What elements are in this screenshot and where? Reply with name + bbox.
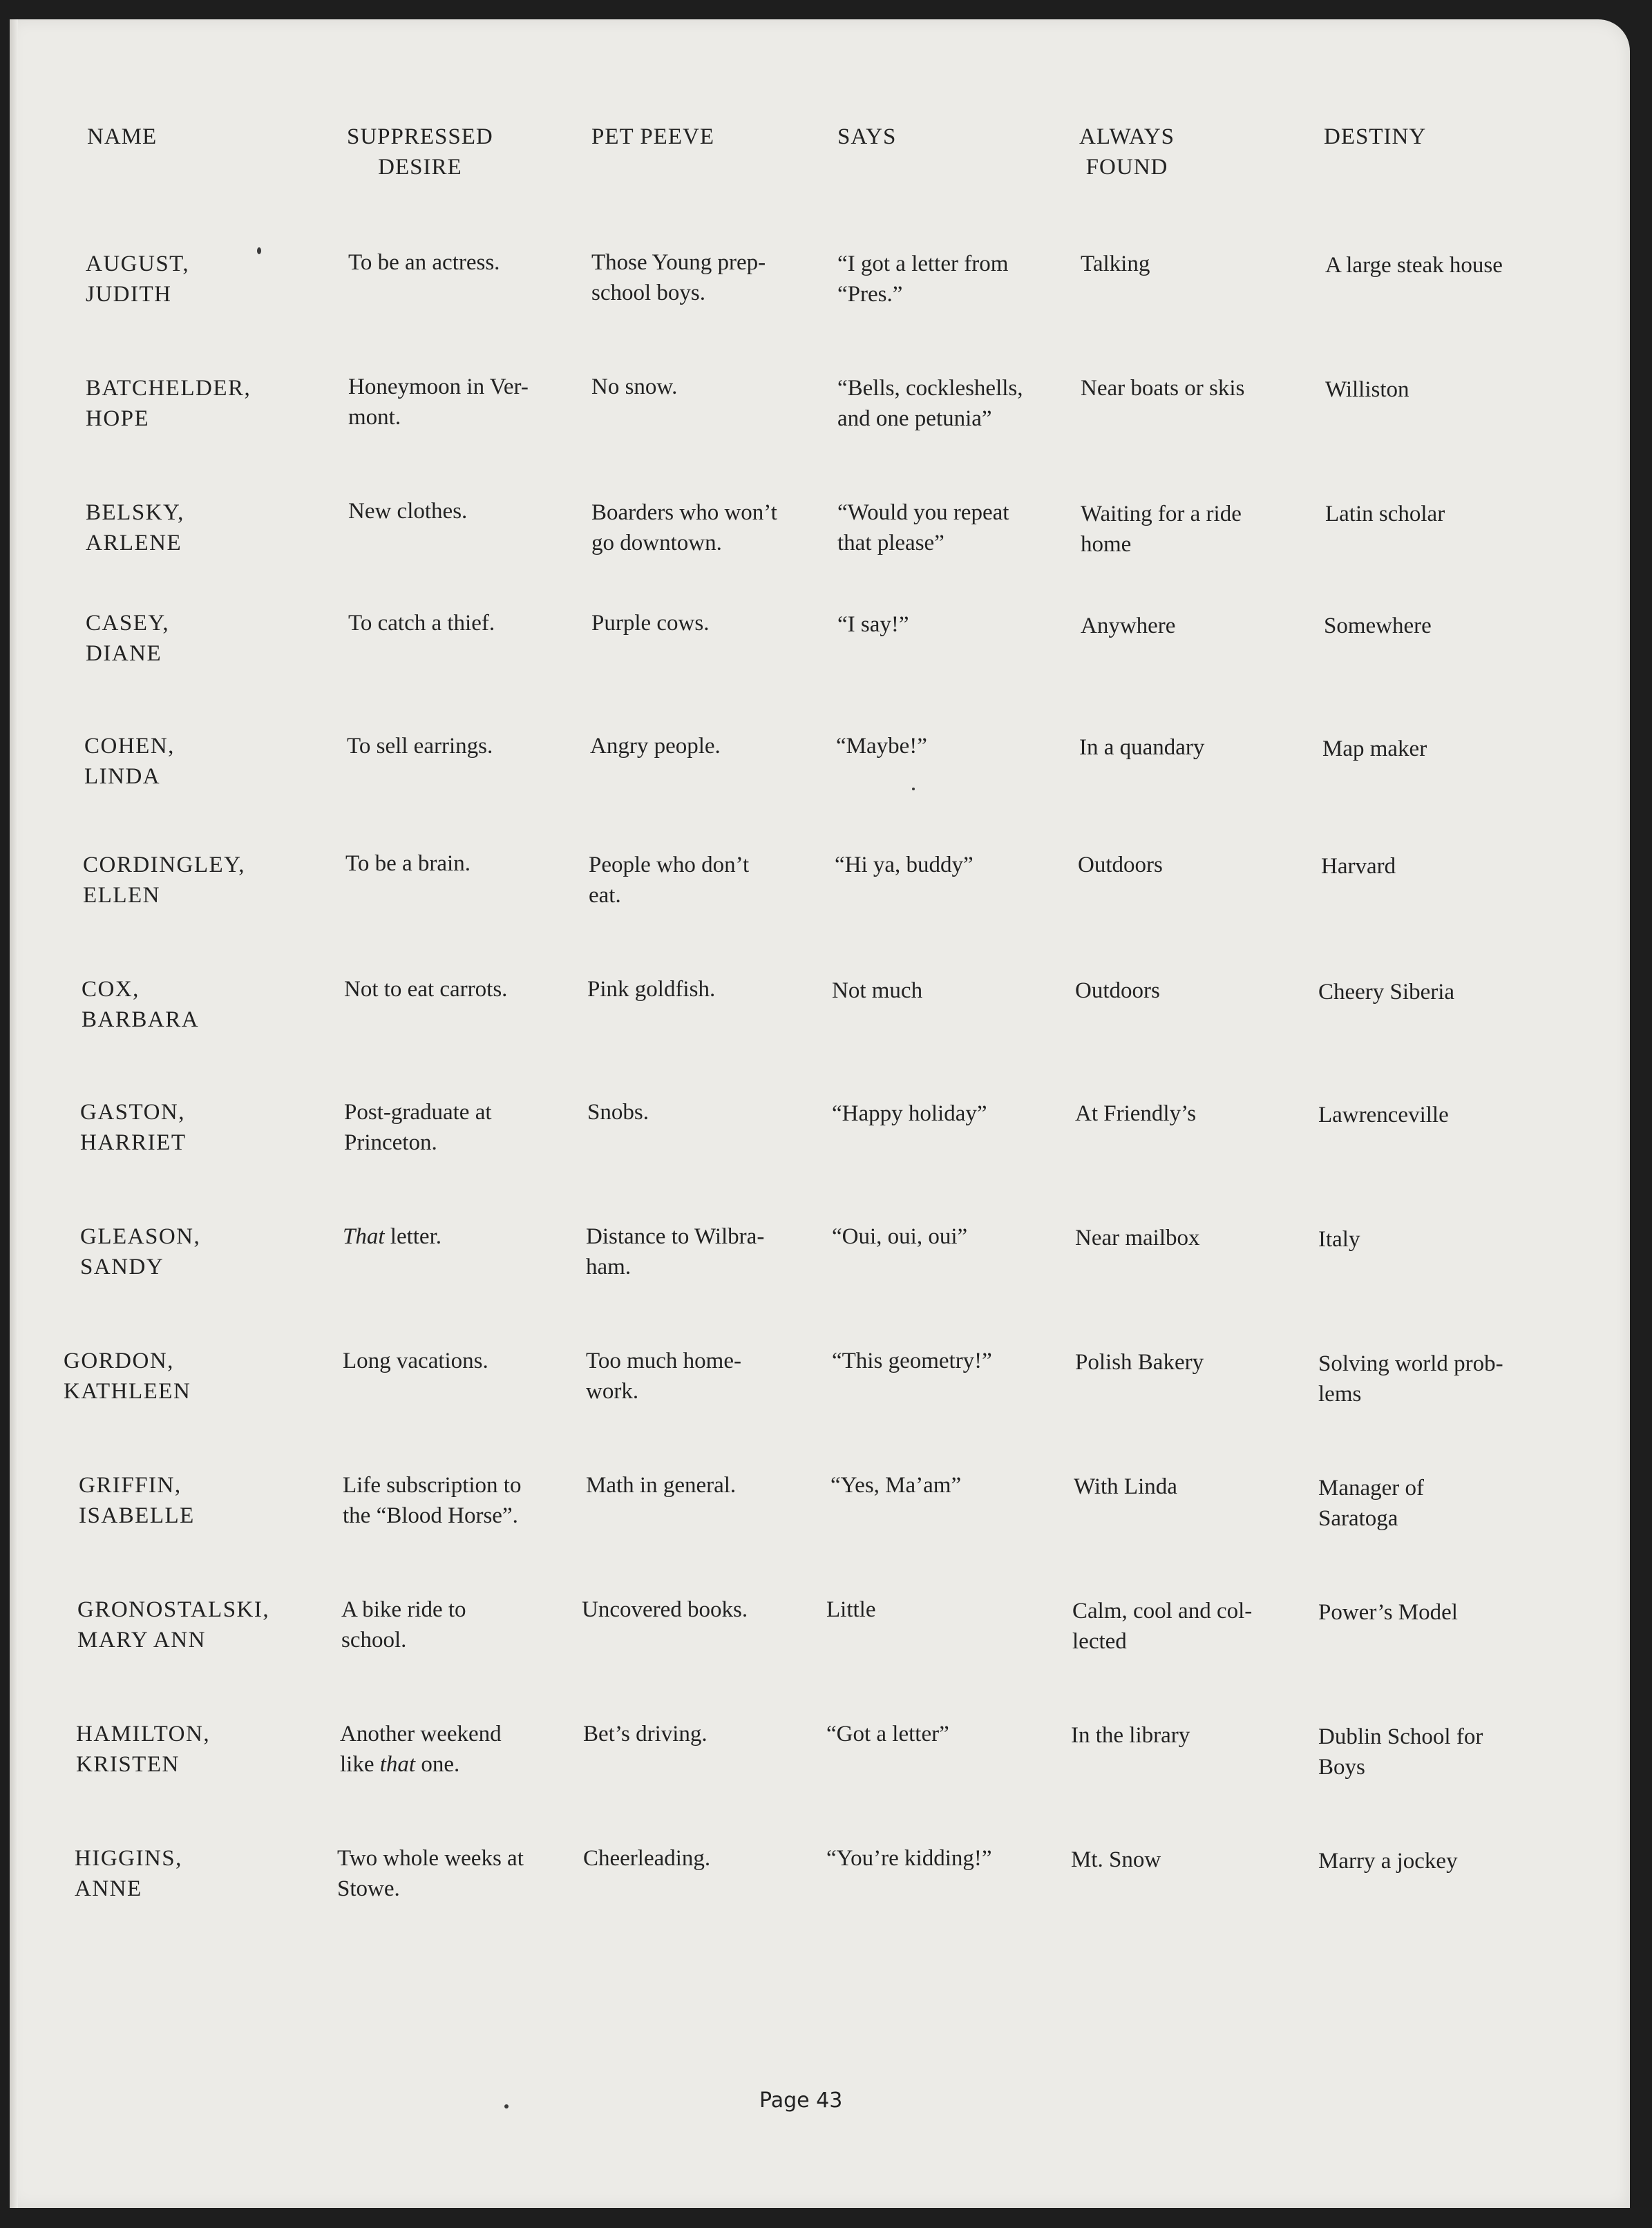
row-griffin-destiny: Manager of Saratoga: [1318, 1476, 1425, 1531]
row-batchelder-found: Near boats or skis: [1081, 376, 1245, 401]
row-higgins-found: Mt. Snow: [1071, 1847, 1161, 1872]
row-hamilton-says: “Got a letter”: [826, 1722, 949, 1746]
row-cox-name: COX, BARBARA: [82, 977, 200, 1032]
row-cordingley-destiny: Harvard: [1321, 854, 1396, 879]
page-spine: [10, 19, 18, 2208]
row-gleason-desire: That letter.: [343, 1224, 442, 1249]
row-cordingley-found: Outdoors: [1078, 853, 1163, 877]
row-cox-destiny: Cheery Siberia: [1318, 980, 1455, 1004]
row-higgins-peeve: Cheerleading.: [583, 1846, 711, 1871]
row-august-peeve: Those Young prep- school boys.: [591, 250, 766, 305]
row-gronostalski-desire: A bike ride to school.: [341, 1597, 466, 1653]
row-casey-says: “I say!”: [837, 612, 909, 637]
row-higgins-destiny: Marry a jockey: [1318, 1849, 1458, 1874]
row-gaston-found: At Friendly’s: [1075, 1101, 1197, 1126]
scan-speck: [257, 247, 261, 254]
row-gordon-says: “This geometry!”: [832, 1349, 992, 1373]
row-cox-found: Outdoors: [1075, 978, 1160, 1003]
row-hamilton-found: In the library: [1071, 1723, 1190, 1748]
row-belsky-says: “Would you repeat that please”: [837, 500, 1009, 555]
row-gleason-name: GLEASON, SANDY: [80, 1224, 201, 1279]
row-casey-name: CASEY, DIANE: [86, 611, 170, 666]
row-gaston-says: “Happy holiday”: [832, 1101, 987, 1126]
row-griffin-found: With Linda: [1074, 1474, 1177, 1499]
row-belsky-destiny: Latin scholar: [1325, 502, 1445, 526]
row-hamilton-name: HAMILTON, KRISTEN: [76, 1722, 211, 1777]
row-cox-desire: Not to eat carrots.: [344, 977, 508, 1002]
row-cordingley-name: CORDINGLEY, ELLEN: [83, 853, 245, 908]
row-gronostalski-name: GRONOSTALSKI, MARY ANN: [77, 1597, 270, 1653]
row-belsky-name: BELSKY, ARLENE: [86, 500, 184, 555]
row-belsky-found: Waiting for a ride home: [1081, 502, 1242, 557]
row-batchelder-peeve: No snow.: [591, 374, 678, 399]
header-pet-peeve: PET PEEVE: [591, 124, 714, 149]
row-batchelder-destiny: Williston: [1325, 377, 1409, 402]
row-cox-peeve: Pink goldfish.: [587, 977, 716, 1002]
row-gronostalski-says: Little: [826, 1597, 876, 1622]
row-griffin-desire: Life subscription to the “Blood Horse”.: [343, 1473, 522, 1528]
row-gleason-peeve: Distance to Wilbra- ham.: [586, 1224, 765, 1279]
row-cohen-peeve: Angry people.: [590, 734, 721, 759]
row-gleason-destiny: Italy: [1318, 1227, 1360, 1252]
row-griffin-says: “Yes, Ma’am”: [830, 1473, 962, 1498]
row-cohen-found: In a quandary: [1079, 735, 1205, 760]
row-cohen-name: COHEN, LINDA: [84, 734, 175, 789]
row-gordon-peeve: Too much home- work.: [586, 1349, 741, 1404]
row-casey-peeve: Purple cows.: [591, 611, 710, 636]
row-casey-desire: To catch a thief.: [348, 611, 495, 636]
row-griffin-name: GRIFFIN, ISABELLE: [79, 1473, 195, 1528]
row-gronostalski-destiny: Power’s Model: [1318, 1600, 1458, 1625]
row-cohen-destiny: Map maker: [1322, 736, 1427, 761]
row-batchelder-desire: Honeymoon in Ver- mont.: [348, 374, 529, 430]
row-gronostalski-peeve: Uncovered books.: [582, 1597, 748, 1622]
row-gronostalski-found: Calm, cool and col- lected: [1072, 1599, 1253, 1654]
row-gleason-says: “Oui, oui, oui”: [832, 1224, 968, 1249]
row-higgins-desire: Two whole weeks at Stowe.: [337, 1846, 524, 1901]
row-gaston-peeve: Snobs.: [587, 1100, 649, 1125]
row-batchelder-says: “Bells, cockleshells, and one petunia”: [837, 376, 1023, 431]
row-cordingley-desire: To be a brain.: [345, 851, 471, 876]
row-august-name: AUGUST, JUDITH: [86, 251, 190, 307]
row-august-desire: To be an actress.: [348, 250, 500, 275]
row-casey-found: Anywhere: [1081, 613, 1176, 638]
header-name: NAME: [87, 124, 158, 149]
row-belsky-desire: New clothes.: [348, 499, 468, 524]
row-gaston-destiny: Lawrenceville: [1318, 1103, 1449, 1127]
row-gleason-found: Near mailbox: [1075, 1226, 1200, 1250]
row-higgins-says: “You’re kidding!”: [826, 1846, 992, 1871]
row-hamilton-destiny: Dublin School for Boys: [1318, 1724, 1483, 1780]
header-says: SAYS: [837, 124, 897, 149]
row-batchelder-name: BATCHELDER, HOPE: [86, 376, 251, 431]
row-gaston-name: GASTON, HARRIET: [80, 1100, 187, 1155]
row-gordon-destiny: Solving world prob- lems: [1318, 1351, 1503, 1407]
row-august-says: “I got a letter from “Pres.”: [837, 251, 1009, 307]
row-gordon-name: GORDON, KATHLEEN: [64, 1349, 191, 1404]
row-gordon-desire: Long vacations.: [343, 1349, 488, 1373]
row-cordingley-peeve: People who don’t eat.: [589, 853, 750, 908]
row-griffin-peeve: Math in general.: [586, 1473, 737, 1498]
row-cox-says: Not much: [832, 978, 923, 1003]
row-cohen-says: “Maybe!”: [836, 734, 927, 759]
row-hamilton-desire: Another weekend like that one.: [340, 1722, 502, 1777]
row-higgins-name: HIGGINS, ANNE: [75, 1846, 182, 1901]
row-gordon-found: Polish Bakery: [1075, 1350, 1204, 1375]
header-always-found: ALWAYS FOUND: [1079, 124, 1175, 180]
yearbook-page: [10, 19, 1630, 2208]
row-gaston-desire: Post-graduate at Princeton.: [344, 1100, 492, 1155]
row-cordingley-says: “Hi ya, buddy”: [835, 853, 974, 877]
row-august-destiny: A large steak house: [1325, 253, 1503, 278]
header-suppressed-desire: SUPPRESSED DESIRE: [347, 124, 493, 180]
scan-speck: [912, 788, 915, 790]
row-casey-destiny: Somewhere: [1324, 613, 1432, 638]
row-belsky-peeve: Boarders who won’t go downtown.: [591, 500, 777, 555]
header-destiny: DESTINY: [1324, 124, 1427, 149]
scan-speck: [504, 2104, 509, 2108]
row-august-found: Talking: [1081, 251, 1150, 276]
row-cohen-desire: To sell earrings.: [347, 734, 493, 759]
row-hamilton-peeve: Bet’s driving.: [583, 1722, 708, 1746]
page-number: Page 43: [759, 2088, 843, 2113]
